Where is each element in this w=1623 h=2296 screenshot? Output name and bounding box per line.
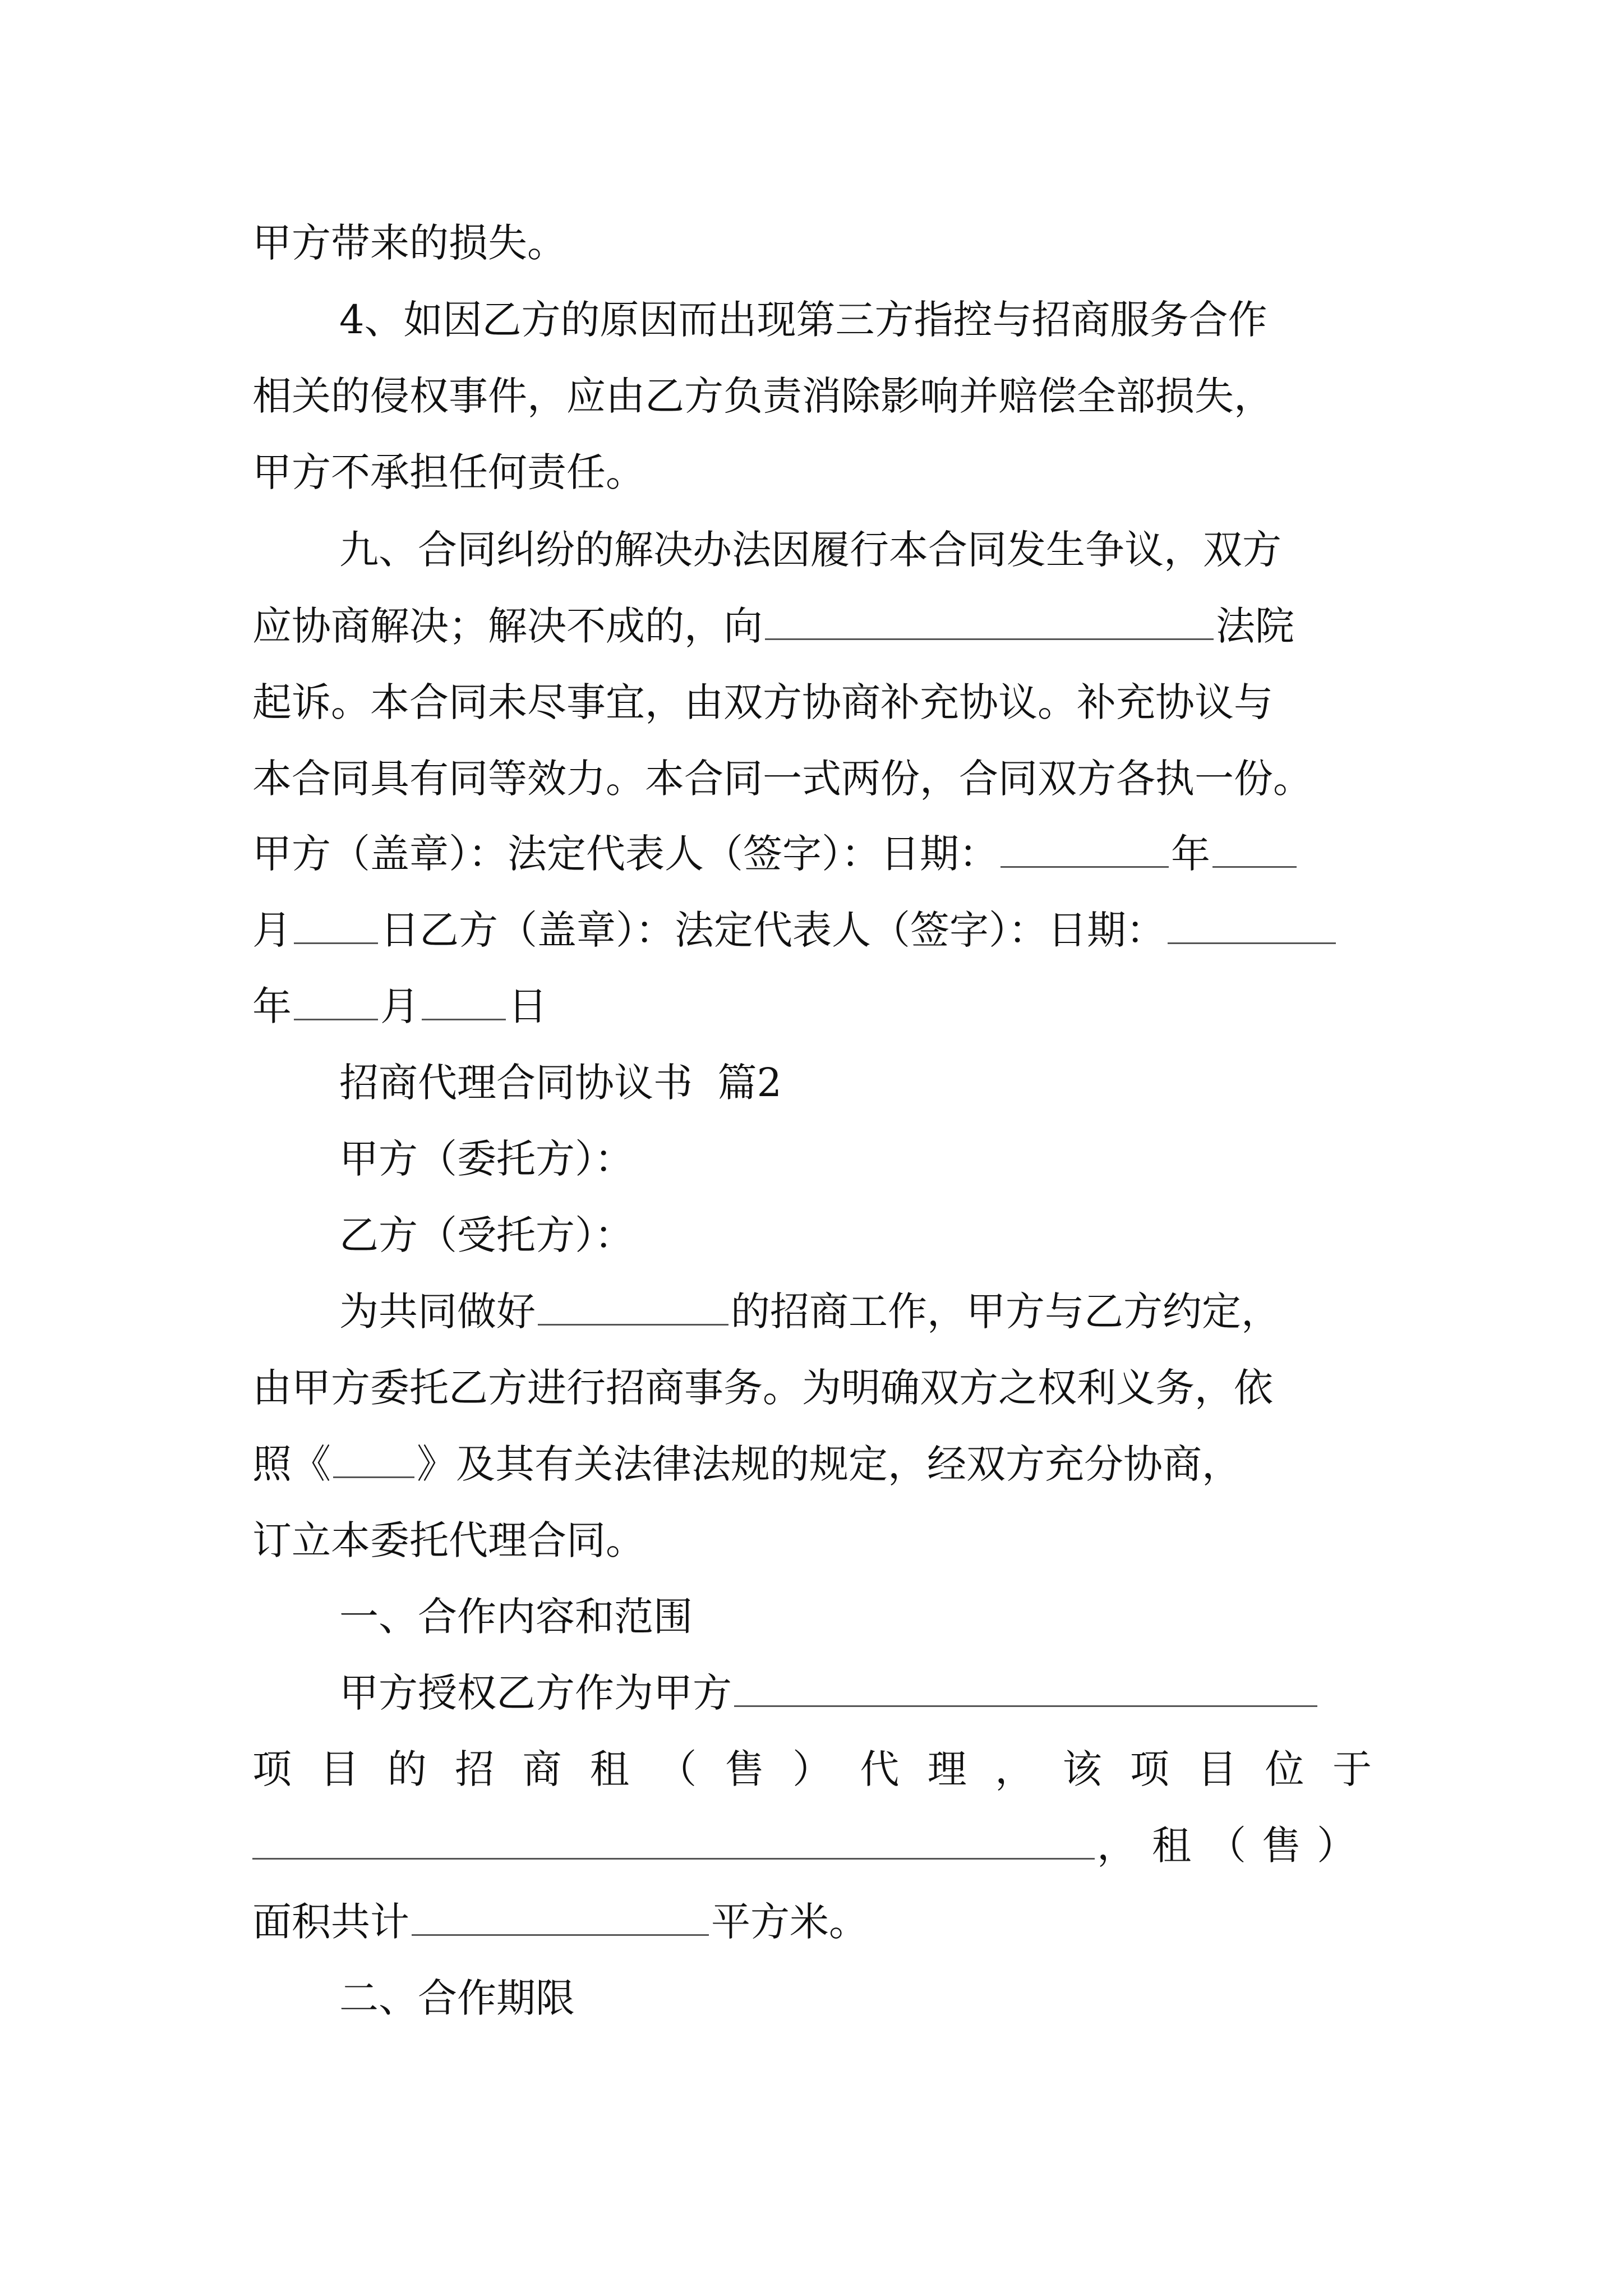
paragraph-line: [252, 434, 1372, 510]
justified-char: 的: [387, 1746, 427, 1792]
justified-char: 目: [320, 1746, 359, 1792]
text: 为共同做好: [339, 1289, 536, 1335]
section-title: [339, 1045, 1372, 1121]
paragraph-line: [252, 588, 1372, 664]
justified-char: 租: [589, 1746, 629, 1792]
fill-blank-day[interactable]: [422, 986, 506, 1020]
text: 九、合同纠纷的解决办法因履行本合同发生争议，双方: [339, 527, 1281, 573]
justified-char: （: [657, 1746, 697, 1792]
justified-char: 商: [522, 1746, 562, 1792]
text: 甲方（盖章）：法定代表人（签字）：日期：: [252, 831, 998, 877]
paragraph-line: [339, 282, 1372, 358]
paragraph-line: [339, 1121, 1372, 1197]
paragraph-line: [252, 1884, 1372, 1960]
text: 》及其有关法律法规的规定，经双方充分协商，: [417, 1441, 1241, 1487]
justified-char: ）: [792, 1746, 832, 1792]
paragraph-line: [339, 512, 1372, 588]
title-text: 招商代理合同协议书 篇2: [339, 1060, 782, 1106]
text: 应协商解决；解决不成的，向: [252, 603, 763, 649]
fill-blank-day[interactable]: [294, 910, 378, 944]
text: 的招商工作，甲方与乙方约定，: [731, 1289, 1280, 1335]
justified-char: 目: [1197, 1746, 1237, 1792]
paragraph-line: [252, 1502, 1372, 1579]
section-heading: [339, 1579, 1372, 1655]
paragraph-line: [252, 1426, 1372, 1502]
justified-char: 代: [860, 1746, 900, 1792]
fill-blank-month[interactable]: [1212, 834, 1297, 868]
paragraph-line: [252, 816, 1372, 892]
paragraph-line-justified: [252, 1731, 1372, 1807]
text: 本合同具有同等效力。本合同一式两份，合同双方各执一份。: [252, 756, 1312, 802]
text: 月: [380, 983, 419, 1029]
justified-char: 项: [252, 1746, 292, 1792]
fill-blank-year[interactable]: [1000, 834, 1169, 868]
fill-blank-court[interactable]: [765, 606, 1214, 640]
justified-char: 理: [927, 1746, 967, 1792]
paragraph-line: [252, 664, 1372, 740]
paragraph-line: [339, 1655, 1372, 1731]
text: 甲方授权乙方作为甲方: [339, 1670, 732, 1716]
fill-blank-location[interactable]: [252, 1825, 1095, 1860]
text: 4、如因乙方的原因而出现第三方指控与招商服务合作: [339, 297, 1267, 343]
text: 由甲方委托乙方进行招商事务。为明确双方之权利义务，依: [252, 1365, 1273, 1411]
text: 相关的侵权事件，应由乙方负责消除影响并赔偿全部损失，: [252, 373, 1273, 419]
paragraph-line: [252, 892, 1372, 968]
paragraph-line: [252, 968, 1372, 1045]
text: ，租（售）: [1097, 1823, 1372, 1869]
paragraph-line: [252, 1807, 1372, 1884]
text: 订立本委托代理合同。: [252, 1517, 645, 1563]
justified-char: 招: [455, 1746, 495, 1792]
heading-text: 二、合作期限: [339, 1975, 575, 2021]
fill-blank-year[interactable]: [1168, 910, 1336, 944]
text: 月: [252, 907, 292, 953]
fill-blank-law[interactable]: [333, 1444, 414, 1478]
paragraph-line: [252, 358, 1372, 434]
justified-char: 项: [1129, 1746, 1169, 1792]
text: 法院: [1216, 603, 1294, 649]
fill-blank-project[interactable]: [538, 1291, 728, 1326]
justified-char: 位: [1265, 1746, 1304, 1792]
party-b-label: 乙方（受托方）：: [339, 1212, 634, 1258]
text: 甲方不承担任何责任。: [252, 449, 645, 495]
justified-char: 该: [1062, 1746, 1102, 1792]
fill-blank-project-name[interactable]: [734, 1673, 1317, 1707]
text: 年: [1171, 831, 1210, 877]
text: 起诉。本合同未尽事宜，由双方协商补充协议。补充协议与: [252, 679, 1273, 725]
paragraph-line: [252, 740, 1372, 817]
paragraph-line: [339, 1273, 1372, 1350]
text: 甲方带来的损失。: [252, 220, 566, 266]
party-a-label: 甲方（委托方）：: [339, 1136, 634, 1182]
text: 面积共计: [252, 1899, 409, 1945]
paragraph-line: [252, 205, 1372, 281]
paragraph-line: [252, 1350, 1372, 1426]
text: 平方米。: [711, 1899, 868, 1945]
paragraph-line: [339, 1197, 1372, 1273]
fill-blank-month[interactable]: [294, 986, 378, 1020]
justified-char: ，: [995, 1746, 1035, 1792]
text: 年: [252, 983, 292, 1029]
section-heading: [339, 1960, 1372, 2036]
text: 照《: [252, 1441, 331, 1487]
heading-text: 一、合作内容和范围: [339, 1594, 693, 1640]
text: 日乙方（盖章）：法定代表人（签字）：日期：: [380, 907, 1165, 953]
text: 日: [508, 983, 547, 1029]
justified-char: 于: [1332, 1746, 1372, 1792]
justified-char: 售: [725, 1746, 764, 1792]
fill-blank-area[interactable]: [412, 1902, 709, 1936]
